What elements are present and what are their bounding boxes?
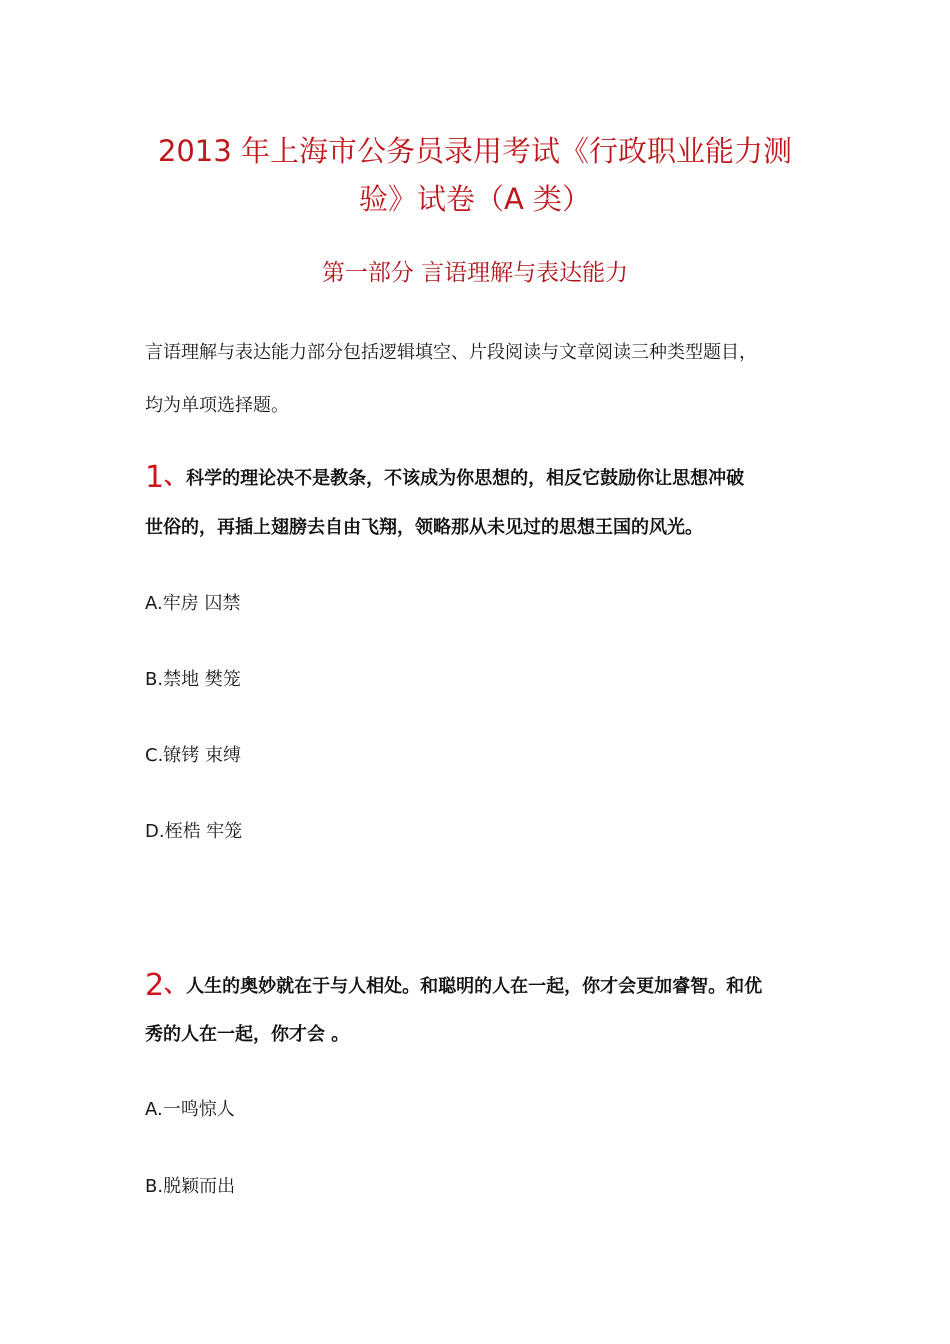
question-1-number: 1 bbox=[145, 460, 165, 495]
question-1-separator: 、 bbox=[164, 465, 187, 490]
question-1-option-a[interactable]: A.牢房 囚禁 bbox=[145, 593, 241, 614]
question-2-separator: 、 bbox=[164, 973, 187, 998]
document-title-line-2: 验》试卷（A 类） bbox=[358, 182, 592, 216]
question-1-option-b[interactable]: B.禁地 樊笼 bbox=[145, 669, 241, 690]
question-2-number: 2 bbox=[145, 968, 165, 1003]
question-2-line-1 bbox=[145, 970, 835, 1003]
question-1-line-2: 世俗的，再插上翅膀去自由飞翔，领略那从未见过的思想王国的风光。 bbox=[145, 517, 703, 538]
question-2-option-a[interactable]: A.一鸣惊人 bbox=[145, 1099, 235, 1120]
section-title: 第一部分 言语理解与表达能力 bbox=[321, 260, 629, 286]
question-1-option-d[interactable]: D.桎梏 牢笼 bbox=[145, 821, 243, 842]
question-1-text-line-1: 科学的理论决不是教条，不该成为你思想的，相反它鼓励你让思想冲破 bbox=[186, 468, 745, 489]
intro-text-line-1: 言语理解与表达能力部分包括逻辑填空、片段阅读与文章阅读三种类型题目， bbox=[145, 342, 757, 363]
question-1-line-1 bbox=[145, 462, 835, 495]
document-title-line-1: 2013 年上海市公务员录用考试《行政职业能力测 bbox=[157, 134, 793, 168]
intro-text-line-2: 均为单项选择题。 bbox=[145, 395, 289, 416]
question-2-text-line-1: 人生的奥妙就在于与人相处。和聪明的人在一起，你才会更加睿智。和优 bbox=[186, 976, 763, 997]
question-1-option-c[interactable]: C.镣铐 束缚 bbox=[145, 745, 242, 766]
question-2-line-2: 秀的人在一起，你才会 。 bbox=[145, 1024, 350, 1045]
question-2-option-b[interactable]: B.脱颖而出 bbox=[145, 1176, 236, 1197]
